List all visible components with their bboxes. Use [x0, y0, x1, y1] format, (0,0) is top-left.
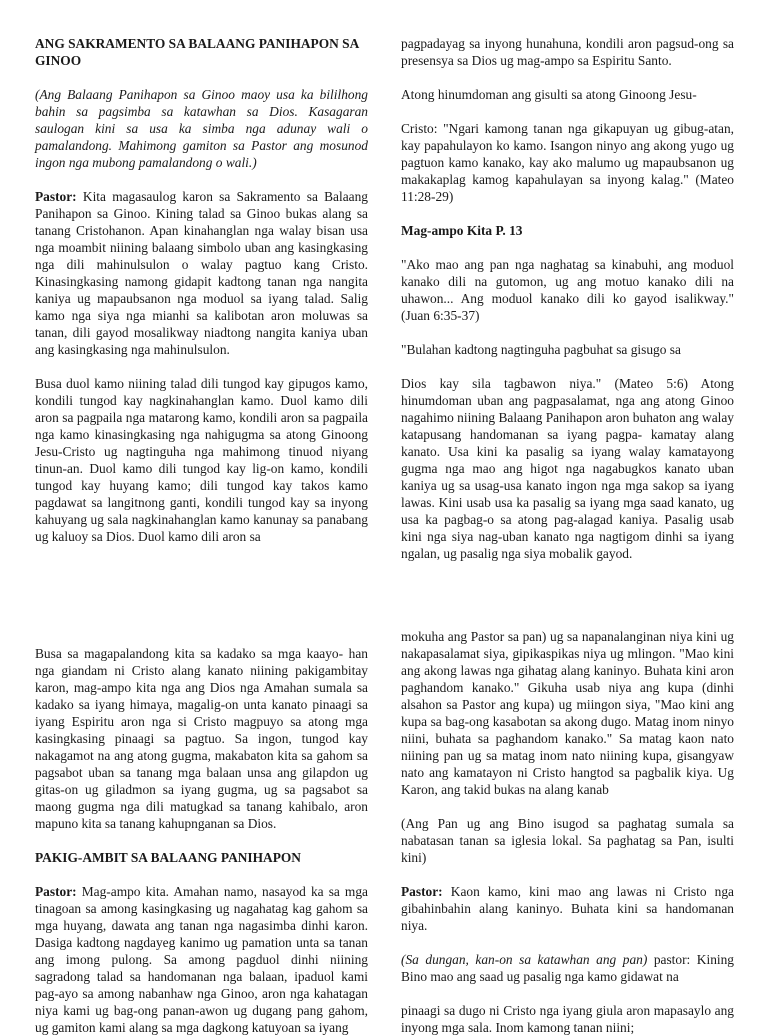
- section-heading: PAKIG-AMBIT SA BALAANG PANIHAPON: [35, 850, 301, 865]
- scripture-quote: "Bulahan kadtong nagtinguha pagbuhat sa gisugo sa: [401, 342, 681, 357]
- pastor-lower-label: pastor:: [647, 952, 691, 967]
- paragraph: Dios kay sila tagbawon niya." (Mateo 5:6) Atong hinumdoman uban ang pagpasalamat, nga ang atong Ginoo nagahimo niining Balaang Panihapon aron buhaton ang walay katapusang handomanan sa iyang pagpa- kamatay alang kanato. Usa kini ka pasalig sa iyang walay kamatayong gugma nga mao ang higot nga nagabugkos kanato uban kaniya ug sa usag-usa kanato ingon nga mga sakop sa iyang lawas. Kini usab usa ka pasalig sa iyang mga saad kanato, ug usa ka pagbag-o sa atong pag-alagad kaniya. Pasalig usab kini nga siya nag-uban kanato nga nagtigom dinhi sa iyang ngalan, ug pasalig nga siya mobalik gayod.: [401, 376, 734, 561]
- pastor-text: Mag-ampo kita. Amahan namo, nasayod ka sa mga tinagoan sa among kasingkasing ug nagahatag kag gahom sa mga huyang, dawata ang tanan nga nagasimba dinhi karon. Dasiga kadtong nagdayeg kanimo ug pamation unta sa tanan ang imong pulong. Sa among pagduol dinhi niining sagradong talad sa handomanan nga balaan, ipaduol kami pag-ayo sa among nabanhaw nga Ginoo, aron nga kahatagan niya kami ug bag-ong panan-awon ug dugang pang gahom, ug gamiton kami alang sa mga dagkong katuyoan sa iyang: [35, 884, 368, 1035]
- paragraph-text: Kining Bino mao ang saad ug pasalig nga kamo gidawat na: [401, 952, 735, 984]
- column-1: [35, 35, 368, 545]
- column-2: [401, 35, 734, 562]
- italic-instruction: (Sa dungan, kan-on sa katawhan ang pan): [401, 952, 648, 967]
- pastor-paragraph-3: [401, 883, 734, 934]
- paragraph: mokuha ang Pastor sa pan) ug sa napanalanginan niya kini ug nakapasalamat siya, gipikaspikas niya ug mlingon. "Mao kini ang akong lawas nga gihatag alang kaninyo. Buhata kini aron paghandom kanako." Gikuha usab niya ang kupa (dinhi alsahon sa Pastor ang kupa) ug miingon siya, "Mao kini ang kupa sa bag-ong kasabotan sa akong dugo. Matag inom ninyo niini, buhata sa paghandom kanako." Sa matag kaon nato niining pan ug sa matag inom nato niining kupa, gisangyaw nato ang kamatayon ni Cristo hangtod sa pagbalik kiya. Ug Karon, ang takid bukas na alang kanab: [401, 629, 734, 797]
- pastor-text: Kaon kamo, kini mao ang lawas ni Cristo nga gibahinbahin alang kaninyo. Buhata kini sa handomanan niya.: [401, 884, 734, 933]
- instruction-paragraph: [401, 951, 734, 985]
- instruction-paragraph: (Ang Pan ug ang Bino isugod sa paghatag sumala sa nabatasan tanan sa iglesia lokal. Sa paghatag sa Pan, isulti kini): [401, 816, 734, 865]
- paragraph: Busa duol kamo niining talad dili tungod kay gipugos kamo, kondili tungod kay nagkinahanglan kamo. Duol kamo dili aron sa pagpaila nga matarong kamo, kondili aron sa pagpaila nga kamo kinasingkasing nga nahigugma sa atong Ginoong Jesu-Cristo ug nagtinguha nga mahimong tinuod niyang tinun-an. Duol kamo dili tungod kay lig-on kamo, kondili tungod kay huyang kamo; dili tungod kay takos kamo pagdawat sa langitnong ganti, kondili tungod kay sa inyong kahuyang ug sala nagkinahanglan kamo kanunay sa panabang ug kaluoy sa Dios. Duol kamo dili aron sa: [35, 376, 368, 544]
- column-3: [35, 645, 368, 1036]
- pastor-text: Kita magasaulog karon sa Sakramento sa Balaang Panihapon sa Ginoo. Kining talad sa Ginoo bukas alang sa tanang Cristohanon. Apan kinahanglan nga walay bisan usa nga moambit niining balaang simbolo uban ang kasingkasing nga dili mahinulsulon o walay pagtuo kang Cristo. Kinasingkasing namong gidapit kadtong tanan nga nangita kaniya ug mapaubsanon nga moduol sa iyang talad. Salig kamo nga siya nga mianhi sa kalibotan aron moluwas sa tanan, dili gayod mosalikway niadtong nangita kaniya uban ang kasingkasing nga mahinulsulon.: [35, 189, 368, 357]
- pastor-paragraph-2: [35, 883, 368, 1036]
- scripture-quote: Cristo: "Ngari kamong tanan nga gikapuyan ug gibug-atan, kay papahulayon ko kamo. Isangon ninyo ang akong yugo ug pagtuon kamo kanako, kay ako malumo ug mapaubsanon ug makakaplag kamog kapahulayan sa inyong kalag." (Mateo 11:28-29): [401, 121, 734, 204]
- scripture-quote: "Ako mao ang pan nga naghatag sa kinabuhi, ang moduol kanako dili na gutomon, ug ang motuo kanako dili na uhawon... Ang moduol kanako dili ko gayod isalikway." (Juan 6:35-37): [401, 257, 734, 323]
- paragraph: pagpadayag sa inyong hunahuna, kondili aron pagsud-ong sa presensya sa Dios ug mag-ampo sa Espiritu Santo.: [401, 36, 734, 68]
- paragraph: Atong hinumdoman ang gisulti sa atong Ginoong Jesu-: [401, 87, 697, 102]
- paragraph: Busa sa magapalandong kita sa kadako sa mga kaayo- han nga giandam ni Cristo alang kanato niining pakigambitay karon, mag-ampo kita nga ang Dios nga Amahan sumala sa kadako sa iyang himaya, magalig-on unta kanato pinaagi sa iyang Espiritu aron nga si Cristo magpuyo sa atong mga kasingkasing pinaagi sa pagtuo. Sa ingon, tungod kay nakagamot na ang atong gugma, makabaton kita sa gahom sa pagsabot uban sa tanang mga balaan unsa ang gilapdon ug gitas-on ug giladmon sa iyang gugma, ug sa pagsabot sa maong gugma nga dili matugkad sa tanang kahibalo, aron mapuno kita sa tanang kahupnganan sa Dios.: [35, 646, 368, 831]
- pastor-label: Pastor:: [35, 884, 77, 899]
- section-heading: Mag-ampo Kita P. 13: [401, 223, 523, 238]
- pastor-label: Pastor:: [35, 189, 77, 204]
- document-title: ANG SAKRAMENTO SA BALAANG PANIHAPON SA GINOO: [35, 36, 359, 68]
- pastor-label: Pastor:: [401, 884, 443, 899]
- column-4: [401, 628, 734, 1036]
- paragraph: pinaagi sa dugo ni Cristo nga iyang giula aron mapasaylo ang inyong mga sala. Inom kamong tanan niini;: [401, 1003, 734, 1035]
- pastor-paragraph-1: [35, 188, 368, 358]
- intro-paragraph: (Ang Balaang Panihapon sa Ginoo maoy usa ka bililhong bahin sa pagsimba sa katawhan sa Dios. Kasagaran saulogan kini sa usa ka simba nga adunay wali o pamalandong. Mahimong gamiton sa Pastor ang mosunod ingon nga mubong pamalandong o wali.): [35, 87, 368, 170]
